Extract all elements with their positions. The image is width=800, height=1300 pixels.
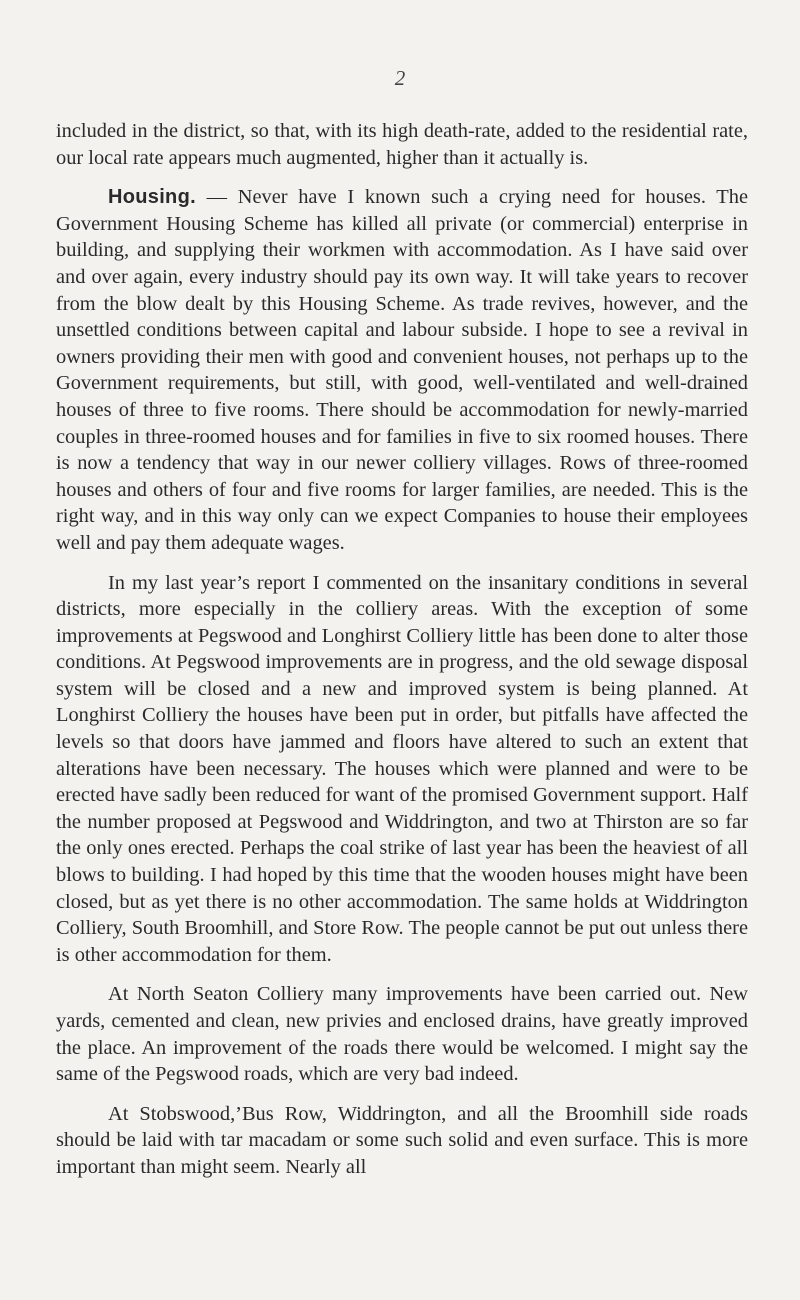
- page-number: 2: [394, 66, 406, 90]
- paragraph-continuation: included in the district, so that, with its high death-rate, added to the residential rate, our local rate appears much augmented, higher than it actually is.: [56, 120, 748, 169]
- housing-text: — Never have I known such a crying need for houses. The Government Housing Scheme has killed all private (or commercial) enterprise in building, and supplying their workmen with accommodation. As I have said over and over again, every industry should pay its own way. It will take years to recover from the blow dealt by this Housing Scheme. As trade revives, however, and the unsettled conditions between capital and labour subside. I hope to see a revival in owners providing their men with good and convenient houses, not perhaps up to the Government requirements, but still, with good, well-ventilated and well-drained houses of three to five rooms. There should be accommodation for newly-married couples in three-roomed houses and for families in five to six roomed houses. There is now a tendency that way in our newer colliery villages. Rows of three-roomed houses and others of four and five rooms for larger families, are needed. This is the right way, and in this way only can we expect Companies to house their employees well and pay them adequate wages.: [56, 186, 748, 554]
- paragraph-north-seaton: At North Seaton Colliery many improvements have been carried out. New yards, cemented and clean, new privies and enclosed drains, have greatly improved the place. An improvement of the roads there would be welcomed. I might say the same of the Pegswood roads, which are very bad indeed.: [56, 983, 748, 1086]
- housing-heading: Housing.: [108, 186, 196, 209]
- body-text: [56, 118, 748, 1181]
- paragraph-last-year-report: In my last year’s report I commented on the insanitary conditions in several districts, more especially in the colliery areas. With the exception of some improvements at Pegswood and Longhirst Colliery little has been done to alter those conditions. At Pegswood improvements are in progress, and the old sewage disposal system will be closed and a new and improved system is being planned. At Longhirst Colliery the houses have been put in order, but pitfalls have affected the levels so that doors have jammed and floors have altered to such an extent that alterations have been necessary. The houses which were planned and were to be erected have sadly been reduced for want of the promised Government support. Half the number proposed at Pegswood and Widdrington, and two at Thirston are so far the only ones erected. Perhaps the coal strike of last year has been the heaviest of all blows to building. I had hoped by this time that the wooden houses might have been closed, but as yet there is no other accommodation. The same holds at Widdrington Colliery, South Broomhill, and Store Row. The people cannot be put out unless there is other accommodation for them.: [56, 571, 748, 966]
- paragraph-housing: [56, 184, 748, 556]
- paragraph-stobswood: At Stobswood,’Bus Row, Widdrington, and all the Broomhill side roads should be laid with tar macadam or some such solid and even surface. This is more important than might seem. Nearly all: [56, 1102, 748, 1178]
